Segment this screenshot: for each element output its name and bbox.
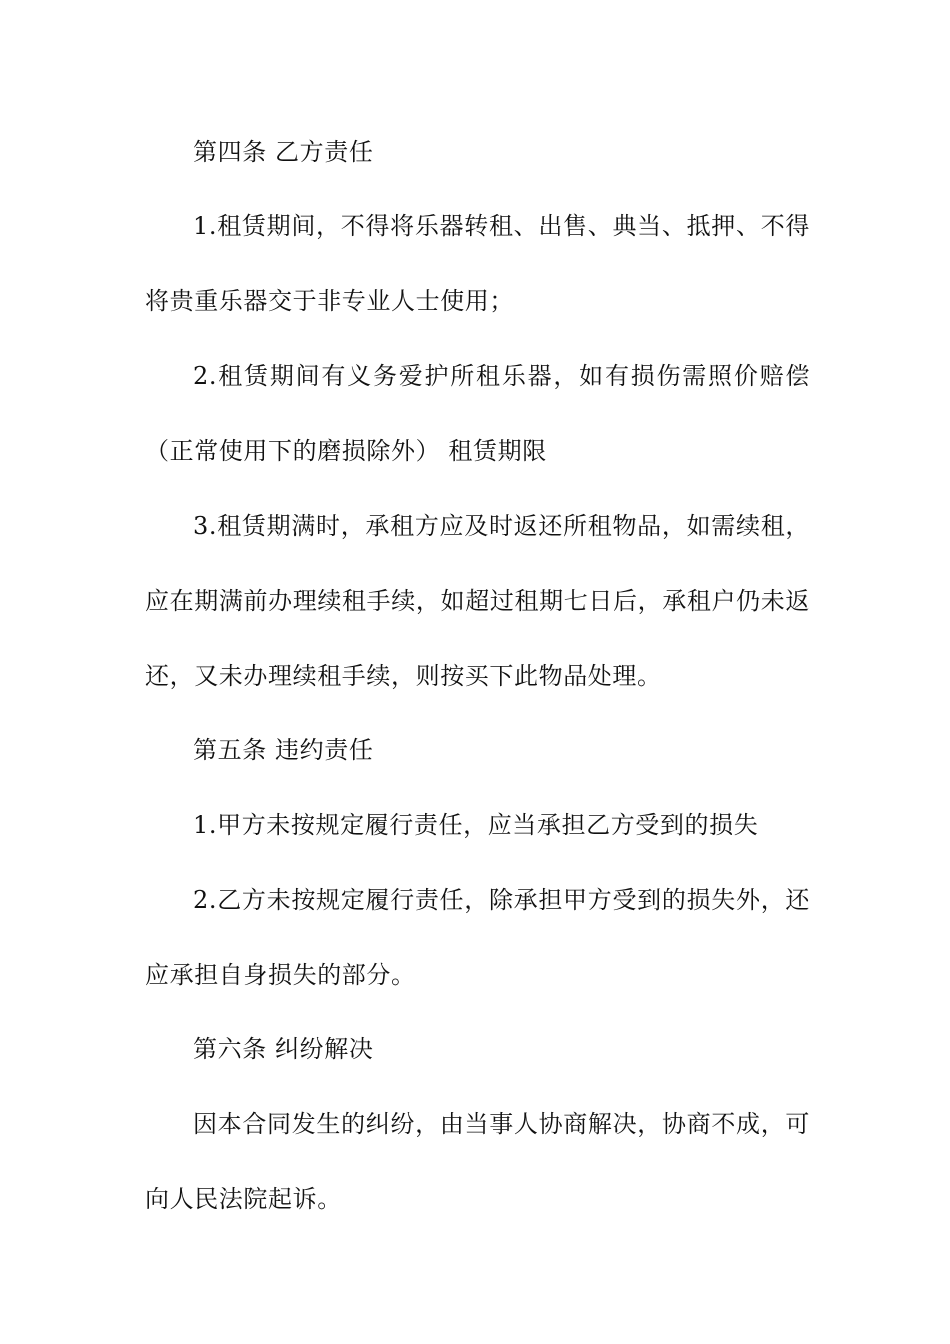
article-4-item-1-line-2: 将贵重乐器交于非专业人士使用； [145, 287, 514, 315]
article-4-item-2-line-1: 2.租赁期间有义务爱护所租乐器，如有损伤需照价赔偿 [193, 362, 810, 390]
article-4-heading: 第四条 乙方责任 [193, 138, 374, 166]
article-5-item-2-line-1: 2.乙方未按规定履行责任，除承担甲方受到的损失外，还 [193, 886, 810, 914]
article-6-heading: 第六条 纠纷解决 [193, 1035, 374, 1063]
article-4-item-3-line-2: 应在期满前办理续租手续，如超过租期七日后，承租户仍未返 [145, 587, 810, 615]
article-4-item-3-line-1: 3.租赁期满时，承租方应及时返还所租物品，如需续租， [193, 512, 810, 540]
article-4-item-3-line-3: 还，又未办理续租手续，则按买下此物品处理。 [145, 662, 662, 690]
article-6-paragraph-line-1: 因本合同发生的纠纷，由当事人协商解决，协商不成，可 [193, 1110, 810, 1138]
article-5-item-2-line-2: 应承担自身损失的部分。 [145, 961, 416, 989]
article-4-item-1-line-1: 1.租赁期间，不得将乐器转租、出售、典当、抵押、不得 [193, 212, 810, 240]
article-6-paragraph-line-2: 向人民法院起诉。 [145, 1185, 342, 1213]
article-5-item-1: 1.甲方未按规定履行责任，应当承担乙方受到的损失 [193, 811, 759, 839]
article-5-heading: 第五条 违约责任 [193, 736, 374, 764]
article-4-item-2-line-2: （正常使用下的磨损除外） 租赁期限 [145, 437, 547, 465]
